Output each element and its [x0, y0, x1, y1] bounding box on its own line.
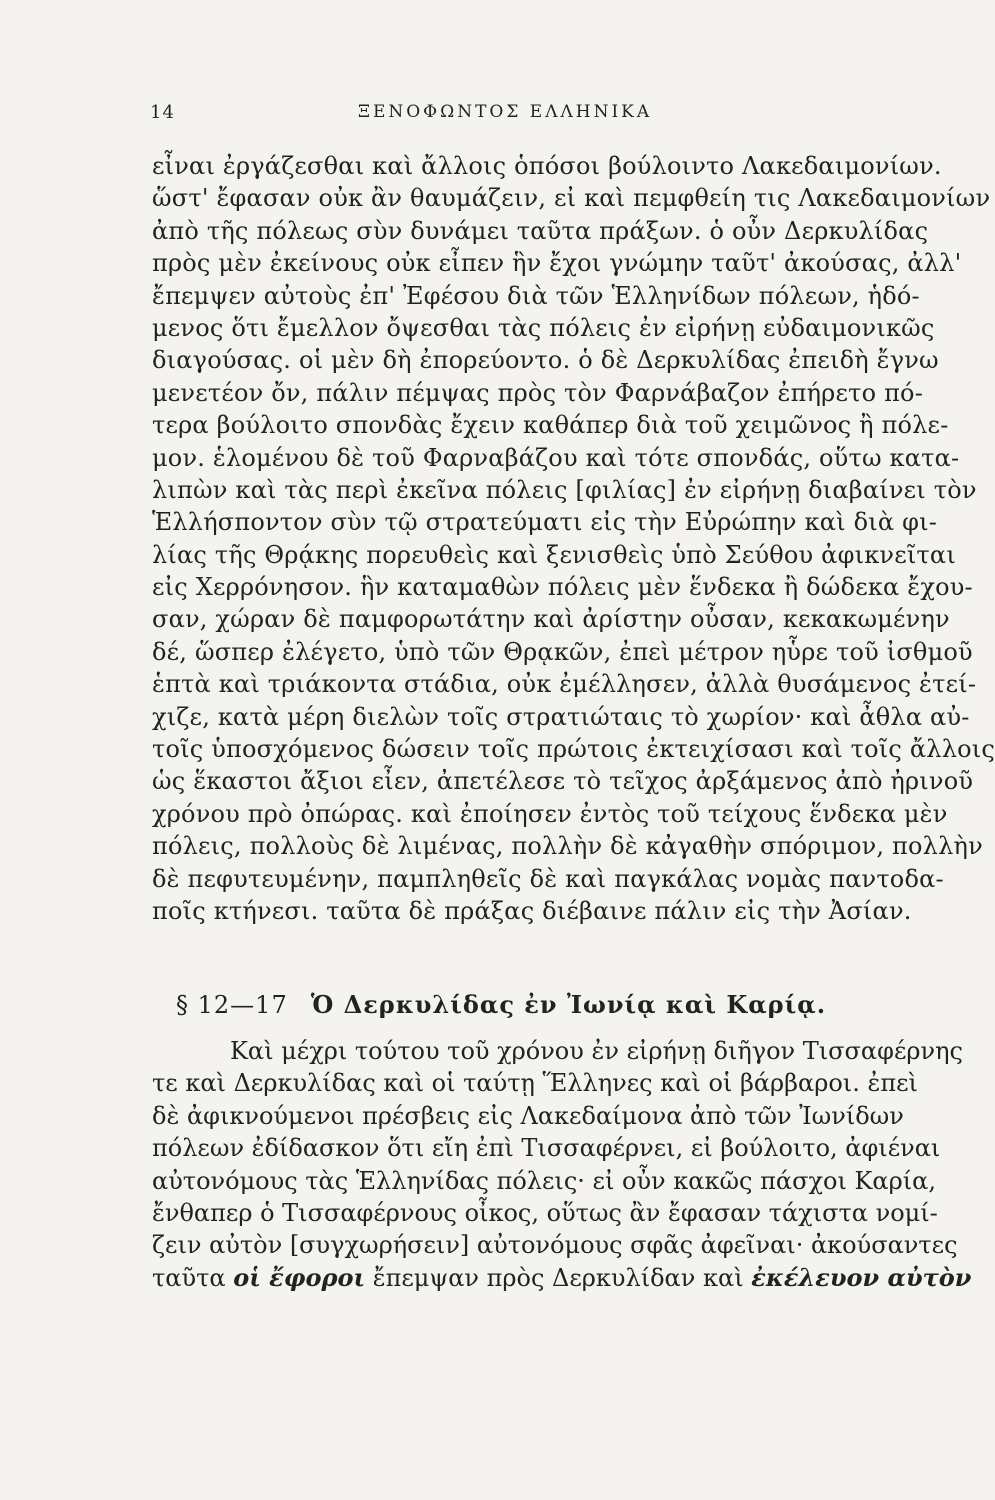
text-line: ἀπὸ τῆς πόλεως σὺν δυνάμει ταῦτα πράξων. ὁ οὖν Δερκυλίδας — [152, 216, 929, 245]
text-line-last — [152, 1262, 972, 1294]
text-line: τερα βούλοιτο σπονδὰς ἔχειν καθάπερ διὰ τοῦ χειμῶνος ἢ πόλε- — [152, 411, 949, 440]
text-line: μον. ἑλομένου δὲ τοῦ Φαρναβάζου καὶ τότε σπονδάς, οὕτω κατα- — [152, 443, 960, 472]
section-number: § 12—17 — [176, 991, 288, 1019]
text-line: μενος ὅτι ἔμελλον ὄψεσθαι τὰς πόλεις ἐν εἰρήνῃ εὐδαιμονικῶς — [152, 313, 935, 342]
section-heading — [176, 990, 916, 1019]
text-line: διαγούσας. οἱ μὲν δὴ ἐπορεύοντο. ὁ δὲ Δερκυλίδας ἐπειδὴ ἔγνω — [152, 346, 939, 375]
text-line: τε καὶ Δερκυλίδας καὶ οἱ ταύτῃ Ἕλληνες καὶ οἱ βάρβαροι. ἐπεὶ — [152, 1069, 918, 1098]
text-line: εἶναι ἐργάζεσθαι καὶ ἄλλοις ὁπόσοι βούλοιντο Λακεδαιμονίων. — [152, 152, 942, 180]
section-title: Ὁ Δερκυλίδας ἐν Ἰωνίᾳ καὶ Καρίᾳ. — [310, 990, 827, 1019]
text-line: δὲ πεφυτευμένην, παμπληθεῖς δὲ καὶ παγκάλας νομὰς παντοδα- — [152, 864, 944, 893]
text-line: ἔπεμψεν αὐτοὺς ἐπ' Ἐφέσου διὰ τῶν Ἑλληνίδων πόλεων, ἡδό- — [152, 281, 920, 310]
text-line: δέ, ὥσπερ ἐλέγετο, ὑπὸ τῶν Θρᾳκῶν, ἐπεὶ μέτρον ηὗρε τοῦ ἰσθμοῦ — [152, 637, 973, 666]
text-line: δὲ ἀφικνούμενοι πρέσβεις εἰς Λακεδαίμονα ἀπὸ τῶν Ἰωνίδων — [152, 1101, 904, 1130]
text-line: λίας τῆς Θρᾴκης πορευθεὶς καὶ ξενισθεὶς ὑπὸ Σεύθου ἀφικνεῖται — [152, 540, 956, 569]
text-fragment: ἔπεμψαν πρὸς Δερκυλίδαν καὶ — [365, 1263, 752, 1292]
text-line: αὐτονόμους τὰς Ἑλληνίδας πόλεις· εἰ οὖν κακῶς πάσχοι Καρία, — [152, 1166, 936, 1195]
paragraph-1 — [152, 150, 995, 927]
text-line: ζειν αὐτὸν [συγχωρήσειν] αὐτονόμους σφᾶς ἀφεῖναι· ἀκούσαντες — [152, 1231, 958, 1260]
text-line: ποῖς κτήνεσι. ταῦτα δὲ πράξας διέβαινε πάλιν εἰς τὴν Ἀσίαν. — [152, 896, 912, 925]
page-header — [150, 102, 910, 132]
text-line: Ἑλλήσποντον σὺν τῷ στρατεύματι εἰς τὴν Εὐρώπην καὶ διὰ φι- — [152, 508, 938, 537]
text-line: χιζε, κατὰ μέρη διελὼν τοῖς στρατιώταις τὸ χωρίον· καὶ ἆθλα αὐ- — [152, 702, 970, 731]
page-number: 14 — [150, 102, 175, 123]
text-fragment: ταῦτα — [152, 1263, 234, 1292]
text-line: πρὸς μὲν ἐκείνους οὐκ εἶπεν ἣν ἔχοι γνώμην ταῦτ' ἀκούσας, ἀλλ' — [152, 249, 962, 278]
text-line: ὡς ἕκαστοι ἄξιοι εἶεν, ἀπετέλεσε τὸ τεῖχος ἀρξάμενος ἀπὸ ἠρινοῦ — [152, 767, 974, 796]
text-line: μενετέον ὄν, πάλιν πέμψας πρὸς τὸν Φαρνάβαζον ἐπήρετο πό- — [152, 378, 924, 407]
text-line: πόλεων ἐδίδασκον ὅτι εἴη ἐπὶ Τισσαφέρνει, εἰ βούλοιτο, ἀφιέναι — [152, 1134, 941, 1163]
running-title: ΞΕΝΟΦΩΝΤΟΣ ΕΛΛΗΝΙΚΑ — [358, 102, 653, 122]
text-line: Καὶ μέχρι τούτου τοῦ χρόνου ἐν εἰρήνῃ διῆγον Τισσαφέρνης — [230, 1037, 963, 1065]
text-line: χρόνου πρὸ ὀπώρας. καὶ ἐποίησεν ἐντὸς τοῦ τείχους ἕνδεκα μὲν — [152, 799, 948, 828]
text-line: εἰς Χερρόνησον. ἣν καταμαθὼν πόλεις μὲν ἕνδεκα ἢ δώδεκα ἔχου- — [152, 573, 973, 602]
text-line: σαν, χώραν δὲ παμφορωτάτην καὶ ἀρίστην οὖσαν, κεκακωμένην — [152, 605, 950, 634]
emphasis-ekeleuon: ἐκέλευον αὐτὸν — [751, 1262, 972, 1292]
text-line: ὥστ' ἔφασαν οὐκ ἂν θαυμάζειν, εἰ καὶ πεμφθείη τις Λακεδαιμονίων — [152, 184, 991, 213]
text-line: ἔνθαπερ ὁ Τισσαφέρνους οἶκος, οὕτως ἂν ἔφασαν τάχιστα νομί- — [152, 1198, 938, 1227]
text-line: τοῖς ὑποσχόμενος δώσειν τοῖς πρώτοις ἐκτειχίσασι καὶ τοῖς ἄλλοις — [152, 735, 995, 764]
text-line: ἑπτὰ καὶ τριάκοντα στάδια, οὐκ ἐμέλλησεν, ἀλλὰ θυσάμενος ἐτεί- — [152, 670, 977, 699]
paragraph-2 — [152, 1035, 972, 1294]
text-line: λιπὼν καὶ τὰς περὶ ἐκεῖνα πόλεις [φιλίας] ἐν εἰρήνῃ διαβαίνει τὸν — [152, 475, 977, 504]
emphasis-ephors: οἱ ἔφοροι — [233, 1262, 366, 1292]
text-line: πόλεις, πολλοὺς δὲ λιμένας, πολλὴν δὲ κἀγαθὴν σπόριμον, πολλὴν — [152, 832, 983, 861]
